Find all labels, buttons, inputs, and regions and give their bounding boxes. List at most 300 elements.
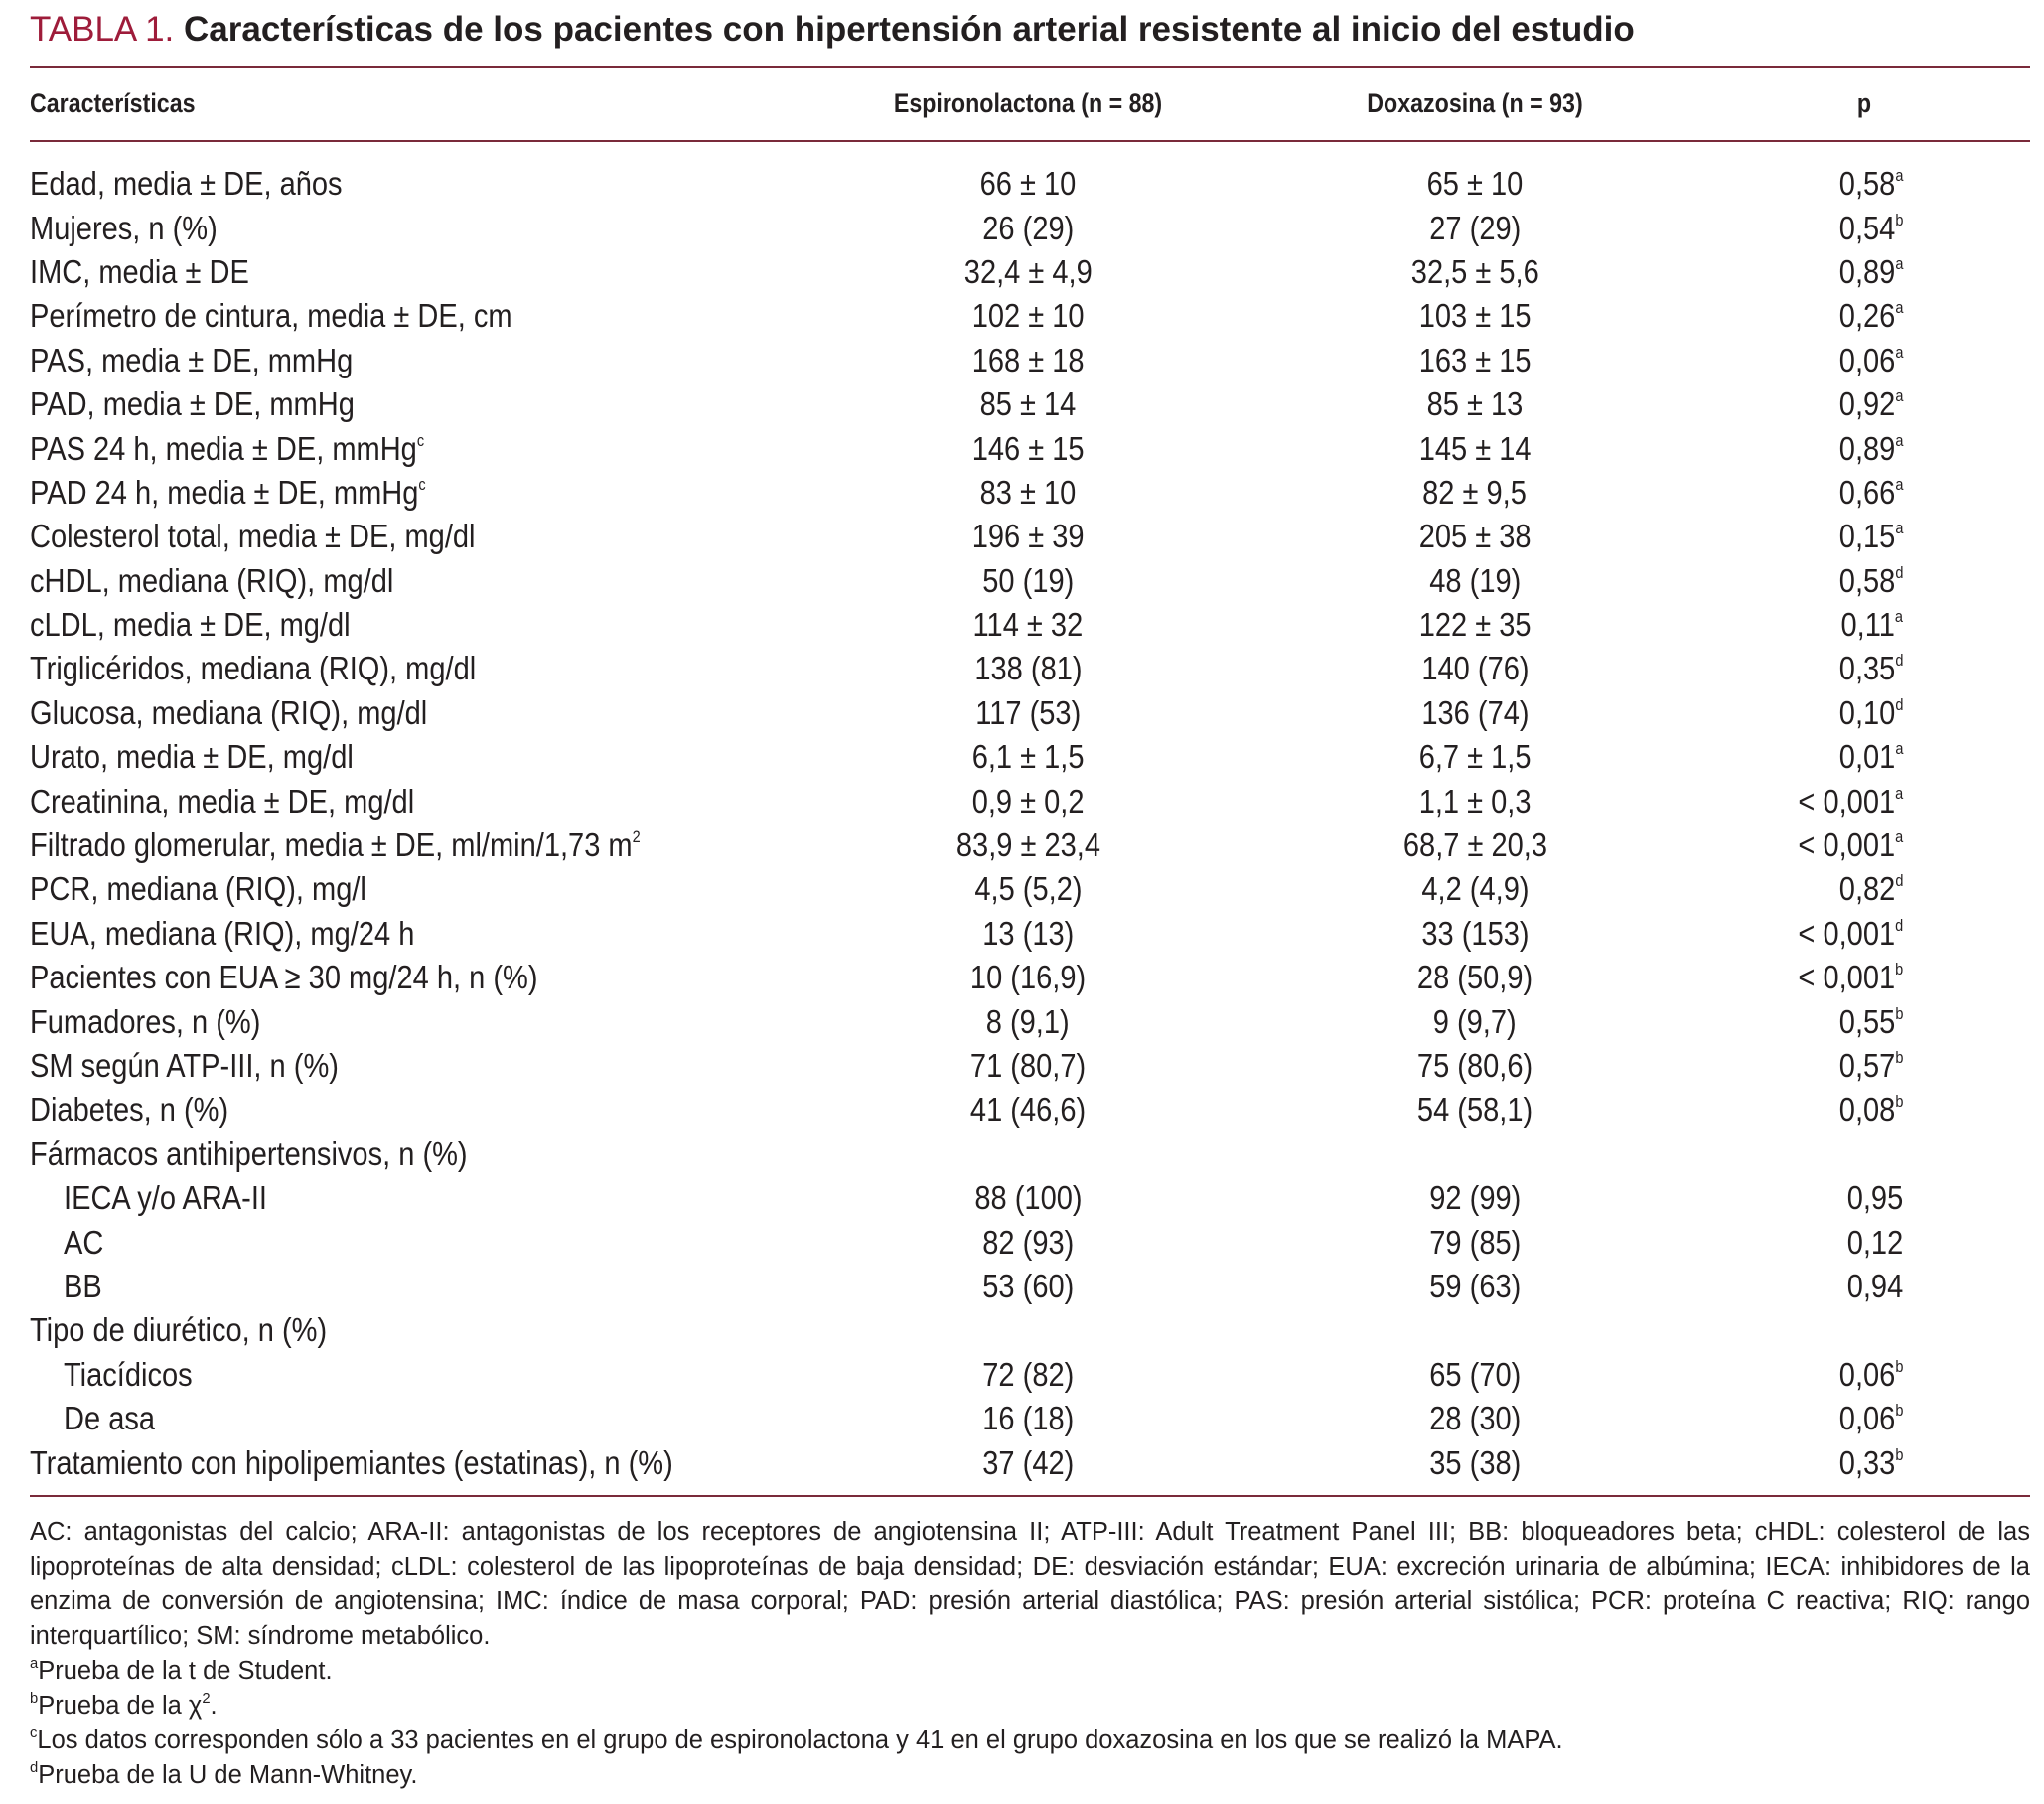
cell-doxazosina-value: 59 (63)	[1428, 1267, 1522, 1304]
cell-p	[1698, 1353, 2030, 1397]
cell-espironolactona	[804, 141, 1251, 206]
cell-doxazosina	[1251, 250, 1698, 294]
row-label	[30, 912, 804, 956]
cell-espironolactona	[804, 1088, 1251, 1131]
cell-p	[1698, 515, 2030, 558]
p-footnote-mark: b	[1894, 1093, 1903, 1112]
cell-doxazosina-value: 6,7 ± 1,5	[1418, 738, 1532, 776]
cell-p	[1698, 735, 2030, 779]
cell-espironolactona-value: 66 ± 10	[979, 165, 1077, 203]
cell-p	[1698, 294, 2030, 338]
cell-espironolactona	[804, 426, 1251, 470]
cell-doxazosina-value: 28 (30)	[1428, 1400, 1522, 1437]
cell-p-wrap	[1838, 650, 1903, 687]
label-footnote-mark: c	[416, 431, 425, 450]
cell-espironolactona-value: 83,9 ± 23,4	[955, 827, 1100, 864]
cell-doxazosina	[1251, 867, 1698, 911]
cell-espironolactona	[804, 1220, 1251, 1264]
cell-doxazosina	[1251, 691, 1698, 735]
p-value: 0,82	[1838, 870, 1895, 908]
row-label	[30, 206, 804, 249]
cell-espironolactona-value: 88 (100)	[973, 1179, 1083, 1217]
table-row	[30, 339, 2030, 382]
row-label-text: SM según ATP-III, n (%)	[30, 1047, 339, 1084]
cell-espironolactona	[804, 1265, 1251, 1308]
cell-doxazosina-value: 27 (29)	[1428, 209, 1522, 246]
cell-espironolactona	[804, 294, 1251, 338]
cell-p	[1698, 1397, 2030, 1440]
row-label-text: EUA, mediana (RIQ), mg/24 h	[30, 914, 415, 952]
cell-p-wrap	[1798, 783, 1903, 821]
row-label	[30, 426, 804, 470]
footnote	[30, 1758, 2030, 1793]
cell-doxazosina	[1251, 1044, 1698, 1088]
cell-doxazosina-value: 9 (9,7)	[1433, 1002, 1517, 1040]
cell-doxazosina-value: 35 (38)	[1428, 1443, 1522, 1481]
cell-p-wrap	[1838, 474, 1903, 512]
row-label	[30, 250, 804, 294]
table-row	[30, 1088, 2030, 1131]
table-row	[30, 647, 2030, 690]
p-value: < 0,001	[1798, 782, 1895, 820]
cell-doxazosina-value: 163 ± 15	[1418, 341, 1532, 378]
row-label-text: cHDL, mediana (RIQ), mg/dl	[30, 561, 394, 599]
footnote-mark: b	[30, 1690, 39, 1707]
table-row	[30, 382, 2030, 426]
row-label-text: Urato, media ± DE, mg/dl	[30, 738, 354, 776]
cell-doxazosina	[1251, 471, 1698, 515]
table-row	[30, 471, 2030, 515]
cell-doxazosina	[1251, 206, 1698, 249]
row-label	[30, 691, 804, 735]
cell-p	[1698, 691, 2030, 735]
cell-doxazosina	[1251, 824, 1698, 867]
p-footnote-mark: b	[1894, 1402, 1903, 1421]
cell-p-wrap	[1838, 1356, 1903, 1394]
p-value: 0,66	[1838, 473, 1895, 511]
cell-espironolactona-value: 16 (18)	[981, 1400, 1075, 1437]
row-label	[30, 1353, 804, 1397]
table-row	[30, 912, 2030, 956]
table-row	[30, 956, 2030, 999]
p-footnote-mark: d	[1894, 872, 1903, 891]
table-row	[30, 1308, 2030, 1352]
cell-p	[1698, 779, 2030, 823]
cell-espironolactona	[804, 1132, 1251, 1176]
cell-p	[1698, 1265, 2030, 1308]
cell-doxazosina-value: 136 (74)	[1420, 693, 1530, 731]
cell-doxazosina-value: 122 ± 35	[1418, 606, 1532, 644]
row-label-text: Colesterol total, media ± DE, mg/dl	[30, 518, 476, 555]
cell-p-wrap	[1838, 165, 1903, 203]
p-footnote-mark: a	[1894, 475, 1903, 494]
p-value: 0,35	[1838, 650, 1895, 687]
p-value: 0,89	[1838, 429, 1895, 467]
p-value: < 0,001	[1798, 827, 1895, 864]
row-label-text: Edad, media ± DE, años	[30, 165, 343, 203]
cell-doxazosina	[1251, 382, 1698, 426]
cell-doxazosina-value: 54 (58,1)	[1416, 1091, 1533, 1128]
cell-p	[1698, 1220, 2030, 1264]
row-label	[30, 735, 804, 779]
cell-p	[1698, 956, 2030, 999]
cell-doxazosina-value: 32,5 ± 5,6	[1410, 252, 1539, 290]
p-value: 0,33	[1838, 1443, 1895, 1481]
cell-doxazosina	[1251, 1397, 1698, 1440]
cell-p	[1698, 647, 2030, 690]
cell-doxazosina-value: 92 (99)	[1428, 1179, 1522, 1217]
cell-espironolactona	[804, 603, 1251, 647]
p-value: 0,15	[1838, 518, 1895, 555]
p-footnote-mark: a	[1894, 387, 1903, 406]
row-label-text: Glucosa, mediana (RIQ), mg/dl	[30, 693, 428, 731]
table-row	[30, 426, 2030, 470]
cell-doxazosina	[1251, 1265, 1698, 1308]
cell-espironolactona	[804, 206, 1251, 249]
p-footnote-mark: a	[1894, 740, 1903, 759]
cell-doxazosina	[1251, 559, 1698, 603]
table-row	[30, 1044, 2030, 1088]
p-footnote-mark: a	[1894, 299, 1903, 318]
cell-doxazosina-value: 4,2 (4,9)	[1420, 870, 1530, 908]
row-label	[30, 382, 804, 426]
footnote-text: Los datos corresponden sólo a 33 pacientes en el grupo de espironolactona y 41 en el grupo doxazosina en los que se realizó la MAPA.	[37, 1726, 1563, 1754]
row-label	[30, 339, 804, 382]
cell-doxazosina	[1251, 1088, 1698, 1131]
cell-espironolactona	[804, 912, 1251, 956]
row-label-text: PAS, media ± DE, mmHg	[30, 341, 354, 378]
p-value: 0,89	[1838, 252, 1895, 290]
p-footnote-mark: a	[1894, 254, 1903, 273]
cell-p	[1698, 471, 2030, 515]
table-row	[30, 867, 2030, 911]
p-value: 0,12	[1846, 1223, 1903, 1261]
cell-p-wrap	[1838, 1444, 1903, 1482]
p-footnote-mark: d	[1894, 916, 1903, 935]
row-label-text: Tipo de diurético, n (%)	[30, 1311, 328, 1349]
cell-doxazosina-value: 85 ± 13	[1426, 385, 1524, 423]
row-label-text: Diabetes, n (%)	[30, 1091, 229, 1128]
cell-doxazosina-value: 65 (70)	[1428, 1355, 1522, 1393]
cell-espironolactona-value: 82 (93)	[981, 1223, 1075, 1261]
cell-doxazosina	[1251, 956, 1698, 999]
cell-p-wrap	[1838, 870, 1903, 908]
p-footnote-mark: b	[1894, 1004, 1903, 1023]
cell-espironolactona-value: 85 ± 14	[979, 385, 1077, 423]
table-row	[30, 1132, 2030, 1176]
cell-espironolactona-value: 10 (16,9)	[969, 959, 1087, 996]
header-characteristics: Características	[30, 68, 696, 141]
cell-espironolactona-value: 41 (46,6)	[969, 1091, 1087, 1128]
header-p: p	[1721, 68, 2006, 141]
cell-espironolactona	[804, 559, 1251, 603]
footnote-mark: c	[30, 1725, 38, 1741]
cell-doxazosina-value: 103 ± 15	[1418, 297, 1532, 335]
table-row	[30, 1440, 2030, 1494]
cell-espironolactona	[804, 647, 1251, 690]
row-label	[30, 1088, 804, 1131]
row-label	[30, 999, 804, 1043]
row-label	[30, 559, 804, 603]
p-footnote-mark: a	[1894, 167, 1903, 186]
cell-p	[1698, 824, 2030, 867]
cell-p-wrap	[1838, 1047, 1903, 1085]
cell-p	[1698, 1176, 2030, 1220]
row-label-text: BB	[64, 1267, 102, 1304]
p-value: 0,94	[1846, 1267, 1903, 1304]
p-footnote-mark: a	[1894, 828, 1903, 847]
cell-p-wrap	[1838, 1003, 1903, 1041]
cell-espironolactona	[804, 339, 1251, 382]
label-footnote-mark: c	[418, 475, 426, 494]
row-label-text	[30, 827, 641, 864]
cell-espironolactona	[804, 691, 1251, 735]
cell-espironolactona-value: 72 (82)	[981, 1355, 1075, 1393]
row-label	[30, 1440, 804, 1494]
p-value: < 0,001	[1798, 959, 1895, 996]
cell-doxazosina	[1251, 912, 1698, 956]
cell-espironolactona-value: 168 ± 18	[971, 341, 1085, 378]
cell-doxazosina-value: 145 ± 14	[1418, 429, 1532, 467]
p-value: 0,58	[1838, 561, 1895, 599]
cell-espironolactona-value: 146 ± 15	[971, 429, 1085, 467]
row-label-text: Fumadores, n (%)	[30, 1002, 261, 1040]
cell-p-wrap	[1838, 1400, 1903, 1437]
table-row	[30, 250, 2030, 294]
cell-doxazosina-value: 68,7 ± 20,3	[1402, 827, 1547, 864]
cell-doxazosina	[1251, 141, 1698, 206]
cell-espironolactona-value: 71 (80,7)	[969, 1047, 1087, 1084]
cell-p-wrap	[1838, 562, 1903, 600]
cell-p	[1698, 141, 2030, 206]
cell-espironolactona-value: 53 (60)	[981, 1267, 1075, 1304]
cell-doxazosina	[1251, 339, 1698, 382]
footnote-superscript: 2	[202, 1690, 211, 1707]
row-label-text: Creatinina, media ± DE, mg/dl	[30, 782, 415, 820]
footnotes	[30, 1654, 2030, 1793]
cell-doxazosina	[1251, 1176, 1698, 1220]
cell-p	[1698, 339, 2030, 382]
row-label	[30, 956, 804, 999]
cell-p	[1698, 1132, 2030, 1176]
row-label	[30, 1044, 804, 1088]
row-label-text: Tiacídicos	[64, 1355, 193, 1393]
row-label	[30, 1176, 804, 1220]
cell-doxazosina	[1251, 515, 1698, 558]
cell-doxazosina	[1251, 647, 1698, 690]
p-footnote-mark: b	[1894, 1048, 1903, 1067]
footnote-text: Prueba de la t de Student.	[38, 1656, 333, 1685]
cell-p-wrap	[1838, 430, 1903, 468]
cell-espironolactona	[804, 956, 1251, 999]
row-label-text: cLDL, media ± DE, mg/dl	[30, 606, 351, 644]
cell-p	[1698, 912, 2030, 956]
row-label-main: Filtrado glomerular, media ± DE, ml/min/1,73 m	[30, 827, 633, 864]
cell-doxazosina	[1251, 1353, 1698, 1397]
cell-p-wrap	[1838, 342, 1903, 379]
row-label-main: PAD 24 h, media ± DE, mmHg	[30, 473, 419, 511]
p-footnote-mark: d	[1894, 563, 1903, 582]
table-row	[30, 141, 2030, 206]
p-value: 0,92	[1838, 385, 1895, 423]
cell-espironolactona-value: 196 ± 39	[971, 518, 1085, 555]
cell-espironolactona-value: 26 (29)	[981, 209, 1075, 246]
table-row	[30, 515, 2030, 558]
cell-p-wrap	[1838, 297, 1903, 335]
cell-espironolactona	[804, 382, 1251, 426]
cell-espironolactona	[804, 867, 1251, 911]
cell-doxazosina-value: 79 (85)	[1428, 1223, 1522, 1261]
row-label-text: Mujeres, n (%)	[30, 209, 218, 246]
p-value: 0,57	[1838, 1047, 1895, 1084]
row-label-main: PAS 24 h, media ± DE, mmHg	[30, 429, 417, 467]
row-label	[30, 779, 804, 823]
table-row	[30, 1353, 2030, 1397]
table-page	[30, 0, 2030, 1804]
row-label-text	[30, 474, 426, 512]
table-row	[30, 824, 2030, 867]
cell-doxazosina-value: 205 ± 38	[1418, 518, 1532, 555]
p-value: < 0,001	[1798, 914, 1895, 952]
cell-p-wrap	[1838, 1091, 1903, 1128]
table-notes	[30, 1495, 2030, 1793]
table-row	[30, 779, 2030, 823]
cell-espironolactona-value: 117 (53)	[974, 693, 1082, 731]
row-label-text: AC	[64, 1223, 104, 1261]
cell-doxazosina-value: 140 (76)	[1420, 650, 1530, 687]
cell-espironolactona	[804, 1044, 1251, 1088]
cell-espironolactona	[804, 1176, 1251, 1220]
p-value: 0,54	[1838, 209, 1895, 246]
row-label-text: Tratamiento con hipolipemiantes (estatinas), n (%)	[30, 1443, 673, 1481]
row-label-text: IECA y/o ARA-II	[64, 1179, 267, 1217]
row-label	[30, 1397, 804, 1440]
row-label	[30, 1132, 804, 1176]
row-label-text: PAD, media ± DE, mmHg	[30, 385, 355, 423]
cell-doxazosina-value: 82 ± 9,5	[1422, 473, 1528, 511]
cell-espironolactona-value: 8 (9,1)	[986, 1002, 1070, 1040]
cell-doxazosina-value: 48 (19)	[1428, 561, 1522, 599]
row-label	[30, 471, 804, 515]
p-footnote-mark: a	[1894, 784, 1903, 803]
footnote-text: Prueba de la χ	[38, 1691, 203, 1720]
cell-p	[1698, 382, 2030, 426]
cell-p	[1698, 1044, 2030, 1088]
row-label	[30, 1265, 804, 1308]
table-label: TABLA 1.	[30, 10, 175, 49]
cell-espironolactona-value: 114 ± 32	[972, 606, 1084, 644]
p-value: 0,01	[1838, 738, 1895, 776]
cell-doxazosina	[1251, 603, 1698, 647]
cell-p-wrap	[1846, 1179, 1903, 1217]
cell-p-wrap	[1838, 518, 1903, 555]
p-footnote-mark: b	[1894, 961, 1903, 979]
p-footnote-mark: a	[1894, 343, 1903, 362]
cell-p	[1698, 999, 2030, 1043]
cell-espironolactona-value: 138 (81)	[973, 650, 1083, 687]
p-value: 0,55	[1838, 1002, 1895, 1040]
cell-espironolactona-value: 0,9 ± 0,2	[971, 782, 1085, 820]
p-footnote-mark: a	[1894, 520, 1903, 538]
header-row	[30, 68, 2030, 141]
cell-doxazosina	[1251, 779, 1698, 823]
cell-p	[1698, 867, 2030, 911]
cell-espironolactona	[804, 779, 1251, 823]
header-doxazosina: Doxazosina (n = 93)	[1283, 68, 1668, 141]
cell-p-wrap	[1838, 210, 1903, 247]
cell-p	[1698, 426, 2030, 470]
p-value: 0,08	[1838, 1091, 1895, 1128]
cell-doxazosina	[1251, 1308, 1698, 1352]
cell-p	[1698, 559, 2030, 603]
cell-p-wrap	[1841, 606, 1903, 644]
row-label	[30, 294, 804, 338]
table-row	[30, 559, 2030, 603]
table-title	[30, 0, 2030, 62]
cell-espironolactona-value: 32,4 ± 4,9	[963, 252, 1093, 290]
table-row	[30, 999, 2030, 1043]
cell-espironolactona-value: 83 ± 10	[979, 473, 1077, 511]
cell-doxazosina	[1251, 426, 1698, 470]
footnote-mark: d	[30, 1759, 39, 1776]
cell-p-wrap	[1838, 385, 1903, 423]
cell-espironolactona	[804, 515, 1251, 558]
cell-doxazosina-value: 65 ± 10	[1426, 165, 1524, 203]
row-label	[30, 647, 804, 690]
cell-p	[1698, 603, 2030, 647]
cell-doxazosina	[1251, 1440, 1698, 1494]
label-footnote-mark: 2	[632, 828, 641, 847]
cell-doxazosina	[1251, 1220, 1698, 1264]
footnote-text: Prueba de la U de Mann-Whitney.	[38, 1760, 418, 1789]
cell-p	[1698, 1440, 2030, 1494]
cell-p-wrap	[1838, 253, 1903, 291]
row-label-text: Pacientes con EUA ≥ 30 mg/24 h, n (%)	[30, 959, 538, 996]
characteristics-table	[30, 68, 2030, 1495]
abbreviations-note: AC: antagonistas del calcio; ARA-II: antagonistas de los receptores de angiotensina II; ATP-III: Adult Treatment Panel III; BB: bloqueadores beta; cHDL: colesterol de las lipoproteínas de alta densidad; cLDL: colesterol de las lipoproteínas de baja densidad; DE: desviación estándar; EUA: excreción urinaria de albúmina; IECA: inhibidores de la enzima de conversión de angiotensina; IMC: índice de masa corporal; PAD: presión arterial diastólica; PAS: presión arterial sistólica; PCR: proteína C reactiva; RIQ: rango interquartílico; SM: síndrome metabólico.	[30, 1517, 2030, 1650]
cell-espironolactona	[804, 1308, 1251, 1352]
p-value: 0,06	[1838, 1400, 1895, 1437]
footnote-trailing: .	[210, 1691, 218, 1720]
header-espironolactona: Espironolactona (n = 88)	[836, 68, 1221, 141]
row-label	[30, 1308, 804, 1352]
cell-espironolactona-value: 37 (42)	[981, 1443, 1075, 1481]
cell-p	[1698, 206, 2030, 249]
cell-p-wrap	[1846, 1268, 1903, 1305]
cell-doxazosina-value: 75 (80,6)	[1416, 1047, 1533, 1084]
p-value: 0,10	[1838, 693, 1895, 731]
cell-espironolactona-value: 6,1 ± 1,5	[971, 738, 1085, 776]
cell-doxazosina-value: 33 (153)	[1420, 914, 1530, 952]
p-value: 0,26	[1838, 297, 1895, 335]
table-row	[30, 1265, 2030, 1308]
cell-espironolactona-value: 13 (13)	[981, 914, 1075, 952]
cell-espironolactona	[804, 1397, 1251, 1440]
cell-espironolactona	[804, 1440, 1251, 1494]
cell-doxazosina	[1251, 294, 1698, 338]
p-footnote-mark: d	[1894, 652, 1903, 671]
row-label	[30, 515, 804, 558]
table-row	[30, 206, 2030, 249]
cell-p	[1698, 250, 2030, 294]
row-label-text: Perímetro de cintura, media ± DE, cm	[30, 297, 512, 335]
p-value: 0,58	[1838, 165, 1895, 203]
cell-espironolactona	[804, 999, 1251, 1043]
row-label	[30, 603, 804, 647]
cell-espironolactona	[804, 735, 1251, 779]
p-footnote-mark: b	[1894, 1445, 1903, 1464]
cell-p-wrap	[1798, 915, 1903, 953]
